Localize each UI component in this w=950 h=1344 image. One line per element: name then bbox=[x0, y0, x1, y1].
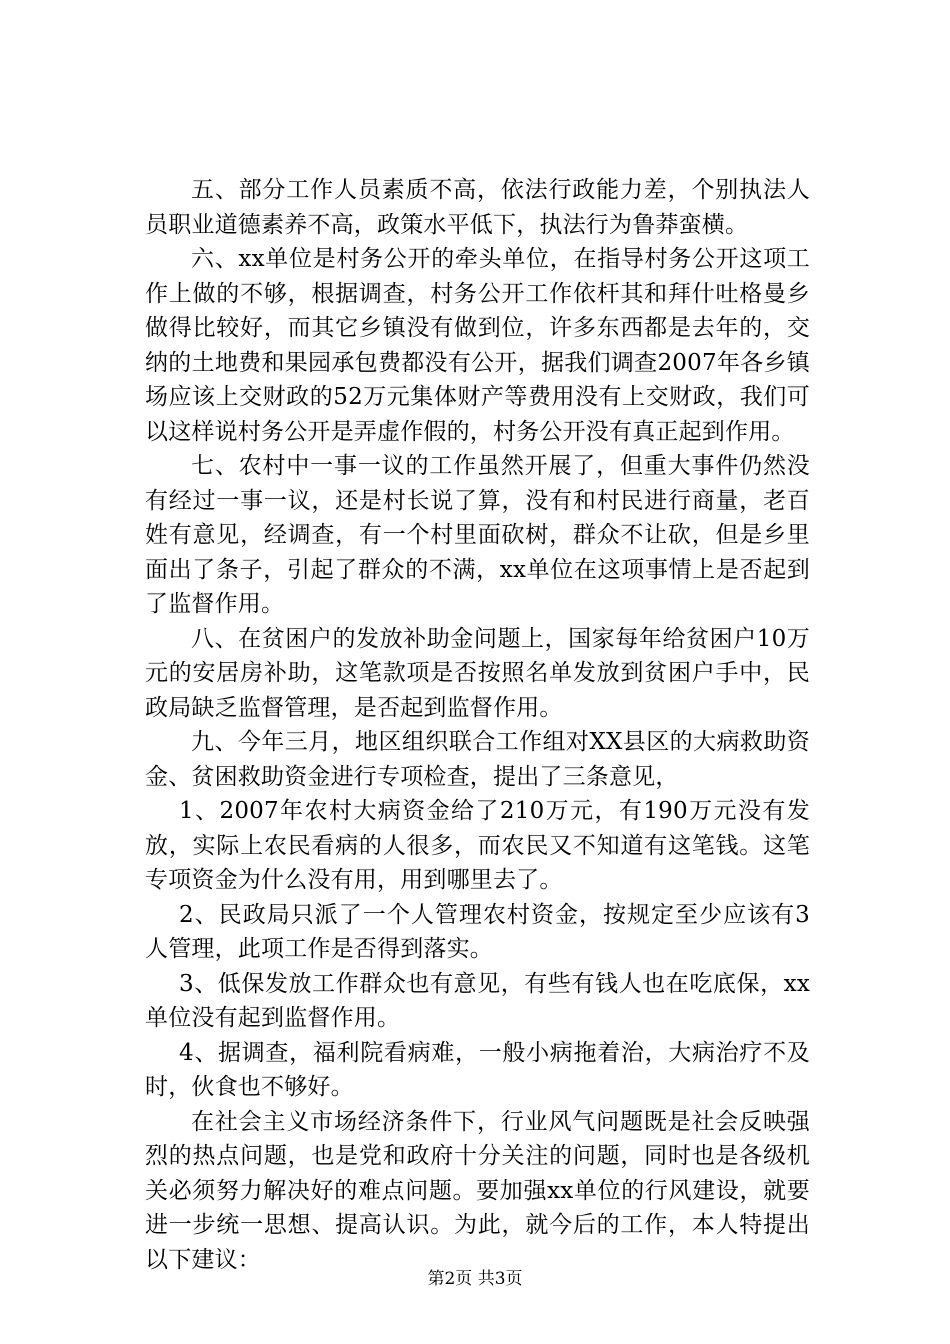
paragraph-8: 八、在贫困户的发放补助金问题上，国家每年给贫困户10万元的安居房补助，这笔款项是否按照名单发放到贫困户手中，民政局缺乏监督管理，是否起到监督作用。 bbox=[145, 625, 810, 721]
sub-item-1: 1、2007年农村大病资金给了210万元，有190万元没有发放，实际上农民看病的人很多，而农民又不知道有这笔钱。这笔专项资金为什么没有用，用到哪里去了。 bbox=[145, 798, 810, 893]
sub-item-2: 2、民政局只派了一个人管理农村资金，按规定至少应该有3人管理，此项工作是否得到落实。 bbox=[145, 901, 810, 962]
paragraph-7: 七、农村中一事一议的工作虽然开展了，但重大事件仍然没有经过一事一议，还是村长说了算，没有和村民进行商量，老百姓有意见，经调查，有一个村里面砍树，群众不让砍，但是乡里面出了条子，引起了群众的不满，xx单位在这项事情上是否起到了监督作用。 bbox=[145, 453, 810, 617]
paragraph-conclusion: 在社会主义市场经济条件下，行业风气问题既是社会反映强烈的热点问题，也是党和政府十分关注的问题，同时也是各级机关必须努力解决好的难点问题。要加强xx单位的行风建设，就要进一步统一思想、提高认识。为此，就今后的工作，本人特提出以下建议： bbox=[145, 1108, 810, 1273]
page-footer: 第2页 共3页 bbox=[427, 1269, 523, 1289]
sub-item-3: 3、低保发放工作群众也有意见，有些有钱人也在吃底保，xx单位没有起到监督作用。 bbox=[145, 970, 810, 1031]
sub-item-4: 4、据调查，福利院看病难，一般小病拖着治，大病治疗不及时，伙食也不够好。 bbox=[145, 1039, 810, 1100]
paragraph-6: 六、xx单位是村务公开的牵头单位，在指导村务公开这项工作上做的不够，根据调查，村务公开工作依杆其和拜什吐格曼乡做得比较好，而其它乡镇没有做到位，许多东西都是去年的，交纳的土地费和果园承包费都没有公开，据我们调查2007年各乡镇场应该上交财政的52万元集体财产等费用没有上交财政，我们可以这样说村务公开是弄虚作假的，村务公开没有真正起到作用。 bbox=[145, 246, 810, 445]
paragraph-9: 九、今年三月，地区组织联合工作组对XX县区的大病救助资金、贫困救助资金进行专项检查，提出了三条意见， bbox=[145, 729, 810, 790]
document-body bbox=[145, 173, 810, 1277]
paragraph-5: 五、部分工作人员素质不高，依法行政能力差，个别执法人员职业道德素养不高，政策水平低下，执法行为鲁莽蛮横。 bbox=[145, 177, 810, 238]
